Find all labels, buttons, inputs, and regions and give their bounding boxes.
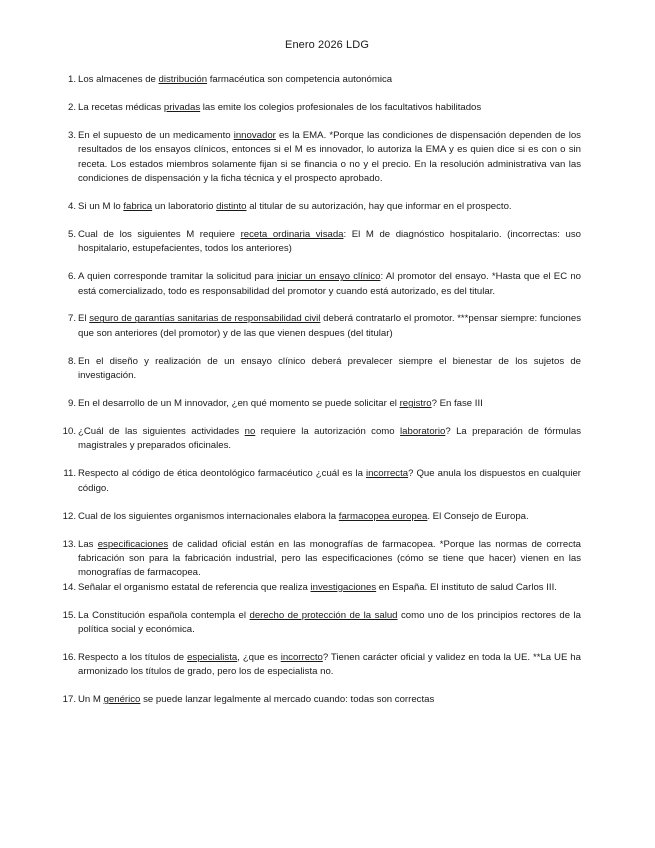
underlined-term: no xyxy=(244,426,256,437)
underlined-term: iniciar un ensayo clínico xyxy=(276,271,381,283)
question-item xyxy=(58,581,581,595)
question-text: En el supuesto de un medicamento innovador es la EMA. *Porque las condiciones de dispensación dependen de los resultados de los ensayos clínicos, entonces si el M es innovador, lo autoriza la EMA y es quien dice si es con o sin receta. Los estados miembros solamente fijan si se financia o no y el precio. En la resolución administrativa van las condiciones de dispensación y la ficha técnica y el prospecto aprobado. xyxy=(78,129,581,185)
underlined-term: innovador xyxy=(233,129,276,141)
underlined-term: seguro de garantías sanitarias de responsabilidad civil xyxy=(89,313,321,325)
question-number: 16. xyxy=(62,651,76,663)
question-number: 1. xyxy=(67,74,76,85)
question-item xyxy=(58,397,581,411)
question-text: Los almacenes de distribución farmacéutica son competencia autonómica xyxy=(78,74,393,85)
question-number: 10. xyxy=(62,426,76,437)
underlined-term: especialista xyxy=(187,651,238,663)
underlined-term: derecho de protección de la salud xyxy=(249,609,398,621)
question-number: 6. xyxy=(67,271,76,283)
question-item xyxy=(58,510,581,524)
question-text: A quien corresponde tramitar la solicitud para iniciar un ensayo clínico: Al promotor del ensayo. *Hasta que el EC no está comercializado, todo es responsabilidad del promotor y cuando está autorizado, es del titular. xyxy=(78,271,582,297)
underlined-term: receta ordinaria visada xyxy=(240,228,344,240)
question-number: 17. xyxy=(62,694,76,706)
question-item xyxy=(58,609,581,638)
question-text: Respecto al código de ética deontológico farmacéutico ¿cuál es la incorrecta? Que anula los dispuestos en cualquier código. xyxy=(78,468,581,494)
question-text: La Constitución española contempla el derecho de protección de la salud como uno de los principios rectores de la política social y económica. xyxy=(78,609,581,636)
question-item xyxy=(58,651,581,680)
document-title: Enero 2026 LDG xyxy=(285,39,369,51)
underlined-term: laboratorio xyxy=(400,426,446,437)
question-number: 3. xyxy=(67,129,76,141)
question-text: En el diseño y realización de un ensayo clínico deberá prevalecer siempre el bienestar de los sujetos de investigación. xyxy=(78,355,581,382)
question-item xyxy=(58,538,581,581)
question-text: La recetas médicas privadas las emite los colegios profesionales de los facultativos habilitados xyxy=(78,101,482,113)
question-number: 14. xyxy=(62,581,76,593)
question-text: El seguro de garantías sanitarias de responsabilidad civil deberá contratarlo el promotor. ***pensar siempre: funciones que son anteriores (del promotor) y de las que vienen despues (del titular) xyxy=(78,313,582,339)
underlined-term: distinto xyxy=(216,200,247,212)
question-item xyxy=(58,228,581,257)
question-number: 12. xyxy=(62,510,76,522)
question-item xyxy=(58,355,581,384)
question-number: 4. xyxy=(67,200,76,212)
question-number: 11. xyxy=(63,468,76,480)
question-text: Las especificaciones de calidad oficial están en las monografías de farmacopea. *Porque las normas de correcta fabricación son para la fabricación industrial, pero las especificaciones (cómo se tiene que hacer) vienen en las monografías de farmacopea. xyxy=(78,538,582,579)
underlined-term: fabrica xyxy=(123,200,153,212)
underlined-term: distribución xyxy=(158,74,208,85)
question-number: 13. xyxy=(62,538,76,550)
question-item xyxy=(58,129,581,187)
question-item xyxy=(58,425,581,454)
question-number: 9. xyxy=(67,398,76,410)
question-text: ¿Cuál de las siguientes actividades no requiere la autorización como laboratorio? La preparación de fórmulas magistrales y preparados oficinales. xyxy=(78,426,581,452)
question-number: 8. xyxy=(67,355,76,367)
question-item xyxy=(58,467,581,496)
underlined-term: farmacopea europea xyxy=(338,510,428,522)
question-item xyxy=(58,101,581,115)
underlined-term: genérico xyxy=(103,694,141,706)
underlined-term: especificaciones xyxy=(97,538,169,550)
question-text: Cual de los siguientes organismos internacionales elabora la farmacopea europea. El Consejo de Europa. xyxy=(78,510,529,522)
underlined-term: investigaciones xyxy=(310,581,377,593)
question-item xyxy=(58,693,581,707)
underlined-term: registro xyxy=(399,398,432,410)
question-number: 5. xyxy=(67,228,76,240)
question-item xyxy=(58,200,581,214)
question-text: Señalar el organismo estatal de referencia que realiza investigaciones en España. El instituto de salud Carlos III. xyxy=(78,581,557,593)
question-text: Respecto a los títulos de especialista, ¿que es incorrecto? Tienen carácter oficial y validez en toda la UE. **La UE ha armonizado los títulos de grado, pero los de especialista no. xyxy=(78,651,581,678)
question-item xyxy=(58,270,581,299)
underlined-term: incorrecta xyxy=(365,468,409,480)
question-item xyxy=(58,73,581,87)
question-item xyxy=(58,312,581,341)
underlined-term: incorrecto xyxy=(280,651,323,663)
question-number: 2. xyxy=(67,101,76,113)
question-number: 15. xyxy=(62,609,76,621)
question-number: 7. xyxy=(67,313,76,325)
question-text: Un M genérico se puede lanzar legalmente al mercado cuando: todas son correctas xyxy=(78,694,435,706)
question-text: En el desarrollo de un M innovador, ¿en qué momento se puede solicitar el registro? En fase III xyxy=(78,398,483,410)
question-text: Si un M lo fabrica un laboratorio distinto al titular de su autorización, hay que informar en el prospecto. xyxy=(78,200,512,212)
question-text: Cual de los siguientes M requiere receta ordinaria visada: El M de diagnóstico hospitalario. (incorrectas: uso hospitalario, estupefacientes, todos los anteriores) xyxy=(78,228,581,255)
underlined-term: privadas xyxy=(163,101,201,113)
question-list xyxy=(58,73,581,708)
